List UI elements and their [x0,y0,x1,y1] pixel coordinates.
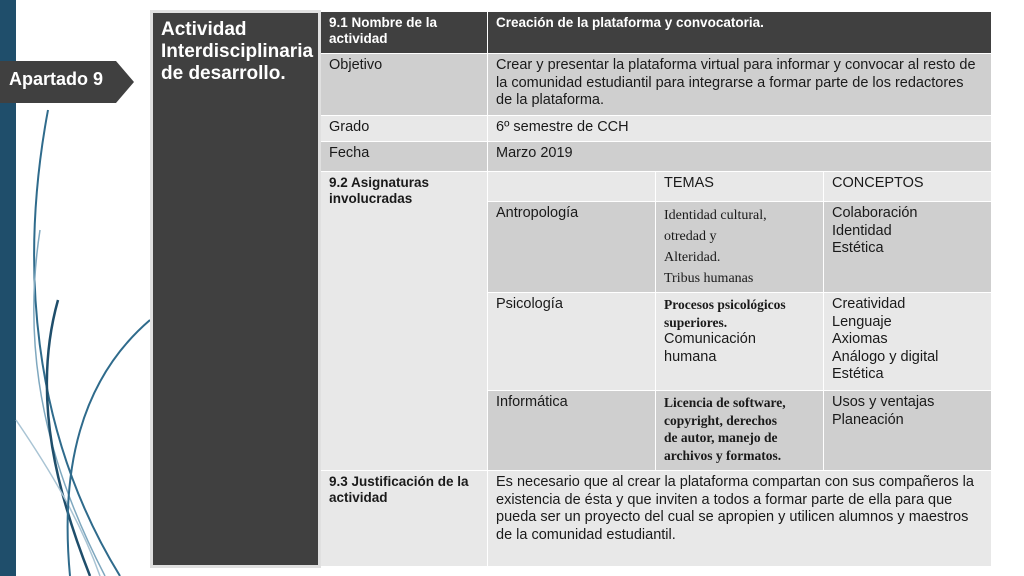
main-title: Actividad Interdisciplinaria de desarrollo. [152,12,320,567]
tema-line: otredad y [664,229,717,244]
tema-line: copyright, derechos [664,412,777,428]
subject-conceptos [824,391,992,471]
tema-line: humana [664,348,717,365]
section-tag [0,61,134,103]
tema-line: Procesos psicológicos [664,297,786,312]
concepto-line: Lenguaje [832,313,892,330]
concepto-line: Análogo y digital [832,348,939,365]
subjects-corner-cell [488,172,656,202]
subject-temas [656,293,824,391]
subject-name: Antropología [488,202,656,293]
tema-line: archivos y formatos. [664,447,782,463]
concepto-line: Planeación [832,411,904,428]
subjects-label: 9.2 Asignaturas involucradas [320,172,488,471]
concepto-line: Identidad [832,222,892,239]
section-tag-label: Apartado 9 [9,69,104,89]
grade-value: 6º semestre de CCH [488,116,992,142]
activity-table [150,10,992,568]
date-label: Fecha [320,142,488,172]
tema-line: de autor, manejo de [664,430,778,445]
tema-line: Identidad cultural, [664,208,767,223]
concepto-line: Creatividad [832,296,906,312]
date-value: Marzo 2019 [488,142,992,172]
subject-conceptos [824,293,992,391]
subject-conceptos [824,202,992,293]
justification-value: Es necesario que al crear la plataforma compartan con sus compañeros la existencia de ésta y que inviten a todos a formar parte de ella para que pueda ser un proyecto del cual se apropien y utilicen alumnos y maestros de la comunidad estudiantil. [488,471,992,567]
concepto-line: Estética [832,366,884,382]
subject-temas [656,202,824,293]
objective-value: Crear y presentar la plataforma virtual para informar y convocar al resto de la comunidad estudiantil para integrarse a formar parte de los redactores de la plataforma. [488,54,992,116]
activity-name-value: Creación de la plataforma y convocatoria. [488,12,992,54]
tema-line: Comunicación [664,331,756,347]
subject-name: Psicología [488,293,656,391]
grade-label: Grado [320,116,488,142]
objective-label: Objetivo [320,54,488,116]
subject-temas [656,391,824,471]
concepto-line: Usos y ventajas [832,394,935,410]
temas-header: TEMAS [656,172,824,202]
activity-name-label: 9.1 Nombre de la actividad [320,12,488,54]
tema-line: Tribus humanas [664,271,754,286]
tema-line: Alteridad. [664,250,721,265]
concepto-line: Estética [832,240,884,256]
concepto-line: Axiomas [832,331,888,347]
concepto-line: Colaboración [832,205,918,221]
justification-label: 9.3 Justificación de la actividad [320,471,488,567]
tema-line: superiores. [664,314,728,330]
conceptos-header: CONCEPTOS [824,172,992,202]
tema-line: Licencia de software, [664,395,786,410]
subject-name: Informática [488,391,656,471]
